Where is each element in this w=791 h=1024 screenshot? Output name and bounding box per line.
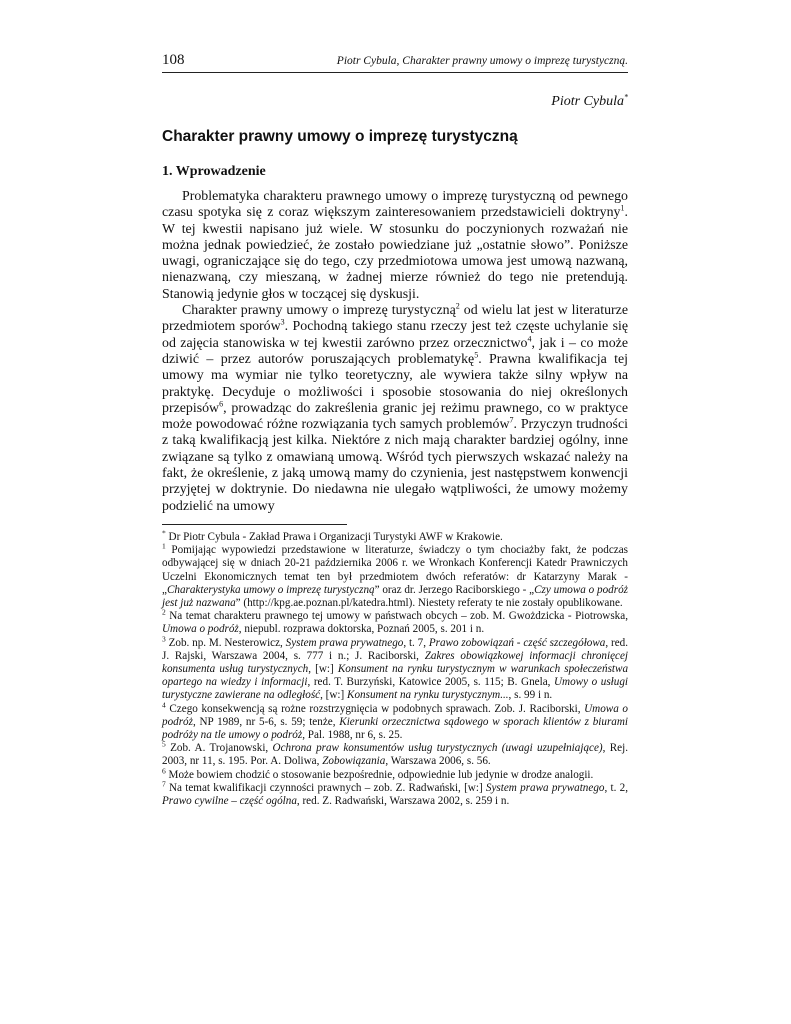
- footnote-text: , red. Z. Radwański, Warszawa 2002, s. 259 i n.: [296, 795, 510, 807]
- footnote-text: ” oraz dr. Jerzego Raciborskiego - „: [374, 583, 535, 596]
- footnote-mark: 7: [162, 779, 166, 789]
- cited-title: Zobowiązania: [322, 755, 386, 768]
- footnote-text: , niepubl. rozprawa doktorska, Poznań 2005, s. 201 i n.: [238, 623, 485, 636]
- footnote-text: Zob. A. Trojanowski,: [165, 742, 273, 755]
- footnote-text: , Rej. 2003, nr 11, s. 195. Por. A. Doliwa,: [162, 742, 629, 768]
- footnote-mark: 2: [162, 607, 166, 617]
- footnote-mark: 3: [162, 633, 166, 643]
- footnote-text: , NP 1989, nr 5-6, s. 59; tenże,: [192, 715, 340, 728]
- text-run: . Pochodną takiego stanu rzeczy jest też częste uchylanie się od zajęcia stanowiska w tej kwestii zarówno przez orzecznictwo: [162, 319, 628, 351]
- cited-title: System prawa prywatnego: [285, 636, 404, 649]
- cited-title: Ochrona praw konsumentów usług turystycznych (uwagi uzupełniające): [272, 742, 603, 755]
- text-run: . Przyczyn trudności z taką kwalifikacją jest kilka. Niektóre z nich mają charakter bardziej ogólny, inne związane są tylko z omawianą umową. Wśród tych pierwszych wskazać należy na fakt, że określenie, z jaką umową mamy do czynienia, jest następstwem konwencji przyjętej w doktrynie. Do niedawna nie ulegało wątpliwości, że umowy możemy podzielić na umowy: [162, 417, 628, 514]
- footnote-mark: *: [162, 528, 166, 538]
- cited-title: System prawa prywatnego: [485, 781, 605, 794]
- author-name-text: Piotr Cybula: [551, 94, 624, 109]
- footnote-text: Może bowiem chodzić o stosowanie bezpośrednie, odpowiednie lub jedynie w drodze analogii.: [165, 768, 594, 781]
- footnote-text: Dr Piotr Cybula - Zakład Prawa i Organizacji Turystyki AWF w Krakowie.: [165, 530, 503, 543]
- page: [162, 52, 628, 808]
- paragraph-2: [162, 303, 628, 515]
- cited-title: Prawo zobowiązań - część szczegółowa: [428, 636, 606, 649]
- footnote-text: , t. 7,: [403, 636, 429, 649]
- author-footnote-mark: *: [624, 92, 628, 102]
- footnote-5: [162, 739, 629, 768]
- footnote-star: [162, 528, 628, 544]
- footnote-ref-1: 1: [620, 203, 625, 213]
- footnote-mark: 1: [162, 541, 166, 551]
- footnote-text: , red. T. Burzyński, Katowice 2005, s. 115; B. Gnela,: [307, 676, 554, 689]
- text-run: , jak i – co może dziwić – przez autorów poruszających problematykę: [162, 335, 628, 367]
- footnote-text: , Warszawa 2006, s. 56.: [385, 755, 491, 768]
- cited-title: Umowy o usługi turystyczne zawierane na odległość: [162, 676, 628, 702]
- text-run: Problematyka charakteru prawnego umowy o imprezę turystyczną od pewnego czasu spotyka się z coraz większym zainteresowaniem przedstawicieli doktryny: [162, 189, 628, 221]
- cited-title: Konsument na rynku turystycznym w warunkach społeczeństwa opartego na wiedzy i informacji: [162, 662, 629, 689]
- paragraph-1: [162, 189, 628, 303]
- footnote-2: [162, 607, 628, 636]
- text-run: , prowadząc do zakreślenia granic jej reżimu prawnego, co w praktyce może powodować różne rozwiązania tych samych problemów: [162, 400, 628, 433]
- footnote-text: , [w:]: [308, 662, 338, 675]
- footnote-text: Czego konsekwencją są rożne rozstrzygnięcia w podobnych sprawach. Zob. J. Raciborski,: [165, 702, 585, 715]
- cited-title: Konsument na rynku turystycznym...: [347, 689, 509, 702]
- footnote-text: Zob. np. M. Nesterowicz,: [165, 636, 286, 649]
- page-header: [162, 52, 628, 73]
- article-title: Charakter prawny umowy o imprezę turystyczną: [162, 128, 518, 145]
- page-number: 108: [162, 52, 185, 68]
- footnote-mark: 5: [162, 739, 166, 749]
- footnote-7: [162, 779, 629, 808]
- footnote-text: , t. 2,: [604, 781, 629, 794]
- text-run: . W tej kwestii napisano już wiele. W stosunku do poczynionych rozważań nie można jednak powiedzieć, że zostało powiedziane już „ostatnie słowo”. Poniższe uwagi, ograniczające się do tego, czy przedmiotowa umowa jest umową nazwaną, nienazwaną, czy mieszaną, w żadnej mierze również do tego nie pretendują. Stanowią jedynie głos w toczącej się dyskusji.: [162, 205, 628, 302]
- running-head: Piotr Cybula, Charakter prawny umowy o imprezę turystyczną.: [336, 55, 628, 67]
- footnote-text: Pomijając wypowiedzi przedstawione w literaturze, świadczy o tym chociażby fakt, że podczas odbywającej się w dniach 20-21 października 2006 r. we Wronkach Konferencji Katedr Prawniczych Uczelni Ekonomicznych temat ten był przedmiotem dwóch referatów: dr Katarzyny Marak - „: [162, 544, 628, 596]
- cited-title: Kierunki orzecznictwa sądowego w sporach klientów z biurami podróży na tle umowy o podróż: [162, 715, 628, 741]
- author-name: [162, 94, 628, 110]
- footnote-ref-4: 4: [527, 334, 532, 344]
- footnote-text: ” (http://kpg.ae.poznan.pl/katedra.html). Niestety referaty te nie zostały opublikowane.: [235, 596, 623, 609]
- footnote-text: Na temat kwalifikacji czynności prawnych – zob. Z. Radwański, [w:]: [165, 781, 486, 794]
- footnote-3: [162, 633, 629, 703]
- text-run: . Prawna kwalifikacja tej umowy ma wymiar nie tylko teoretyczny, ale wywiera także silny wpływ na praktykę. Decyduje o możliwości i sposobie stosowania do niej określonych przepisów: [162, 351, 628, 416]
- footnote-ref-5: 5: [474, 350, 479, 360]
- footnote-ref-7: 7: [509, 415, 514, 425]
- footnote-ref-2: 2: [455, 301, 460, 311]
- footnote-text: , s. 99 i n.: [508, 689, 553, 702]
- section-heading: 1. Wprowadzenie: [162, 164, 266, 179]
- footnote-mark: 4: [162, 699, 166, 709]
- footnote-text: Na temat charakteru prawnego tej umowy w państwach obcych – zob. M. Gwożdzicka - Piotrowska,: [165, 610, 628, 623]
- text-run: od wielu lat jest w literaturze przedmiotem sporów: [162, 303, 628, 335]
- footnotes: [162, 528, 629, 808]
- footnote-ref-6: 6: [219, 399, 224, 409]
- cited-title: Umowa o podróż: [162, 623, 239, 636]
- footnote-text: , red. J. Rajski, Warszawa 2004, s. 777 i n.; J. Raciborski,: [162, 636, 628, 662]
- footnote-text: , [w:]: [320, 689, 348, 702]
- footnote-text: , Pal. 1988, nr 6, s. 25.: [302, 728, 403, 741]
- footnote-1: [162, 541, 628, 610]
- footnote-ref-3: 3: [280, 317, 285, 327]
- footnote-mark: 6: [162, 765, 166, 775]
- cited-title: Zakres obowiązkowej informacji chronięcej konsumenta usług turystycznych: [162, 649, 629, 675]
- cited-title: Charakterystyka umowy o imprezę turystyczną: [166, 583, 375, 596]
- cited-title: Umowa o podróż: [162, 702, 628, 728]
- text-run: Charakter prawny umowy o imprezę turystyczną: [182, 303, 456, 319]
- footnote-4: [162, 699, 628, 743]
- cited-title: Prawo cywilne – część ogólna: [162, 795, 297, 807]
- footnote-6: [162, 765, 628, 782]
- cited-title: Czy umowa o podróż jest już nazwana: [162, 583, 628, 609]
- footnote-separator: [162, 524, 347, 525]
